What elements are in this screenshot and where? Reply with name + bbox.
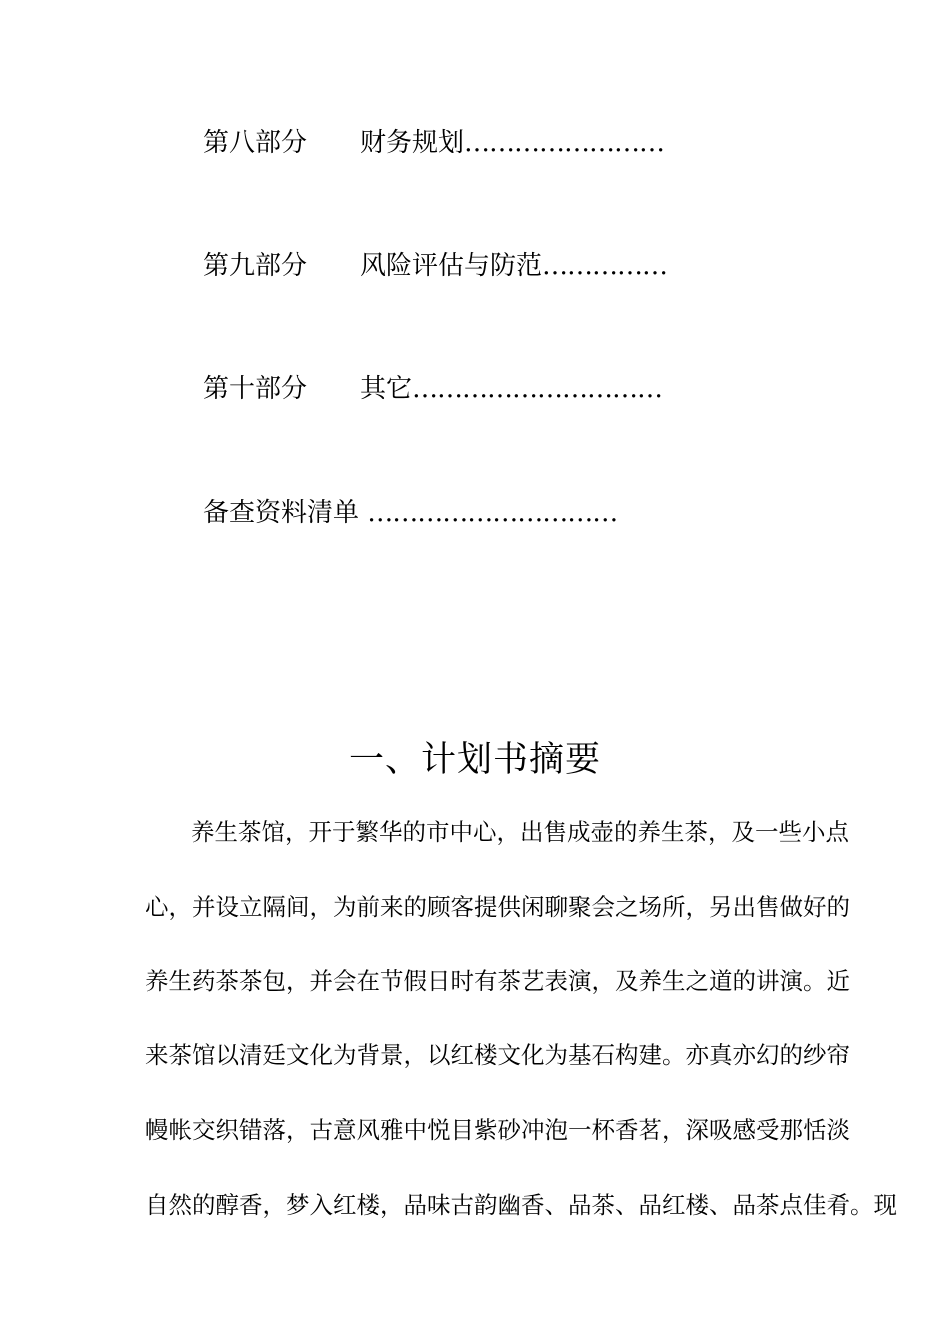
toc-part-label: 第八部分 [203,128,308,158]
body-line: 自然的醇香，梦入红楼，品味古韵幽香、品茶、品红楼、品茶点佳肴。现 [145,1191,897,1219]
body-line: 养生药茶茶包，并会在节假日时有茶艺表演，及养生之道的讲演。近 [145,967,850,995]
toc-title: 财务规划 [360,128,465,158]
toc-title: 其它 [360,374,413,404]
toc-part-label: 第十部分 [203,374,308,404]
toc-leader-dots: ………………………… [412,374,663,404]
toc-entry[interactable] [203,128,664,158]
toc-leader-dots: …………… [542,251,668,281]
toc-title: 备查资料清单 [203,498,368,528]
toc-entry[interactable] [203,374,662,404]
body-line: 来茶馆以清廷文化为背景，以红楼文化为基石构建。亦真亦幻的纱帘 [145,1041,850,1069]
body-line: 幔帐交织错落，古意风雅中悦目紫砂冲泡一杯香茗，深吸感受那恬淡 [145,1116,850,1144]
toc-title: 风险评估与防范 [360,251,543,281]
toc-entry[interactable] [203,498,617,528]
toc-part-label: 第九部分 [203,251,308,281]
toc-leader-dots: …………………… [464,128,665,158]
section-title: 一、计划书摘要 [348,740,601,780]
toc-entry[interactable] [203,251,667,281]
toc-leader-dots: ………………………… [367,498,618,528]
body-line: 养生茶馆，开于繁华的市中心，出售成壶的养生茶，及一些小点 [191,818,849,846]
body-line: 心，并设立隔间，为前来的顾客提供闲聊聚会之场所，另出售做好的 [145,893,850,921]
